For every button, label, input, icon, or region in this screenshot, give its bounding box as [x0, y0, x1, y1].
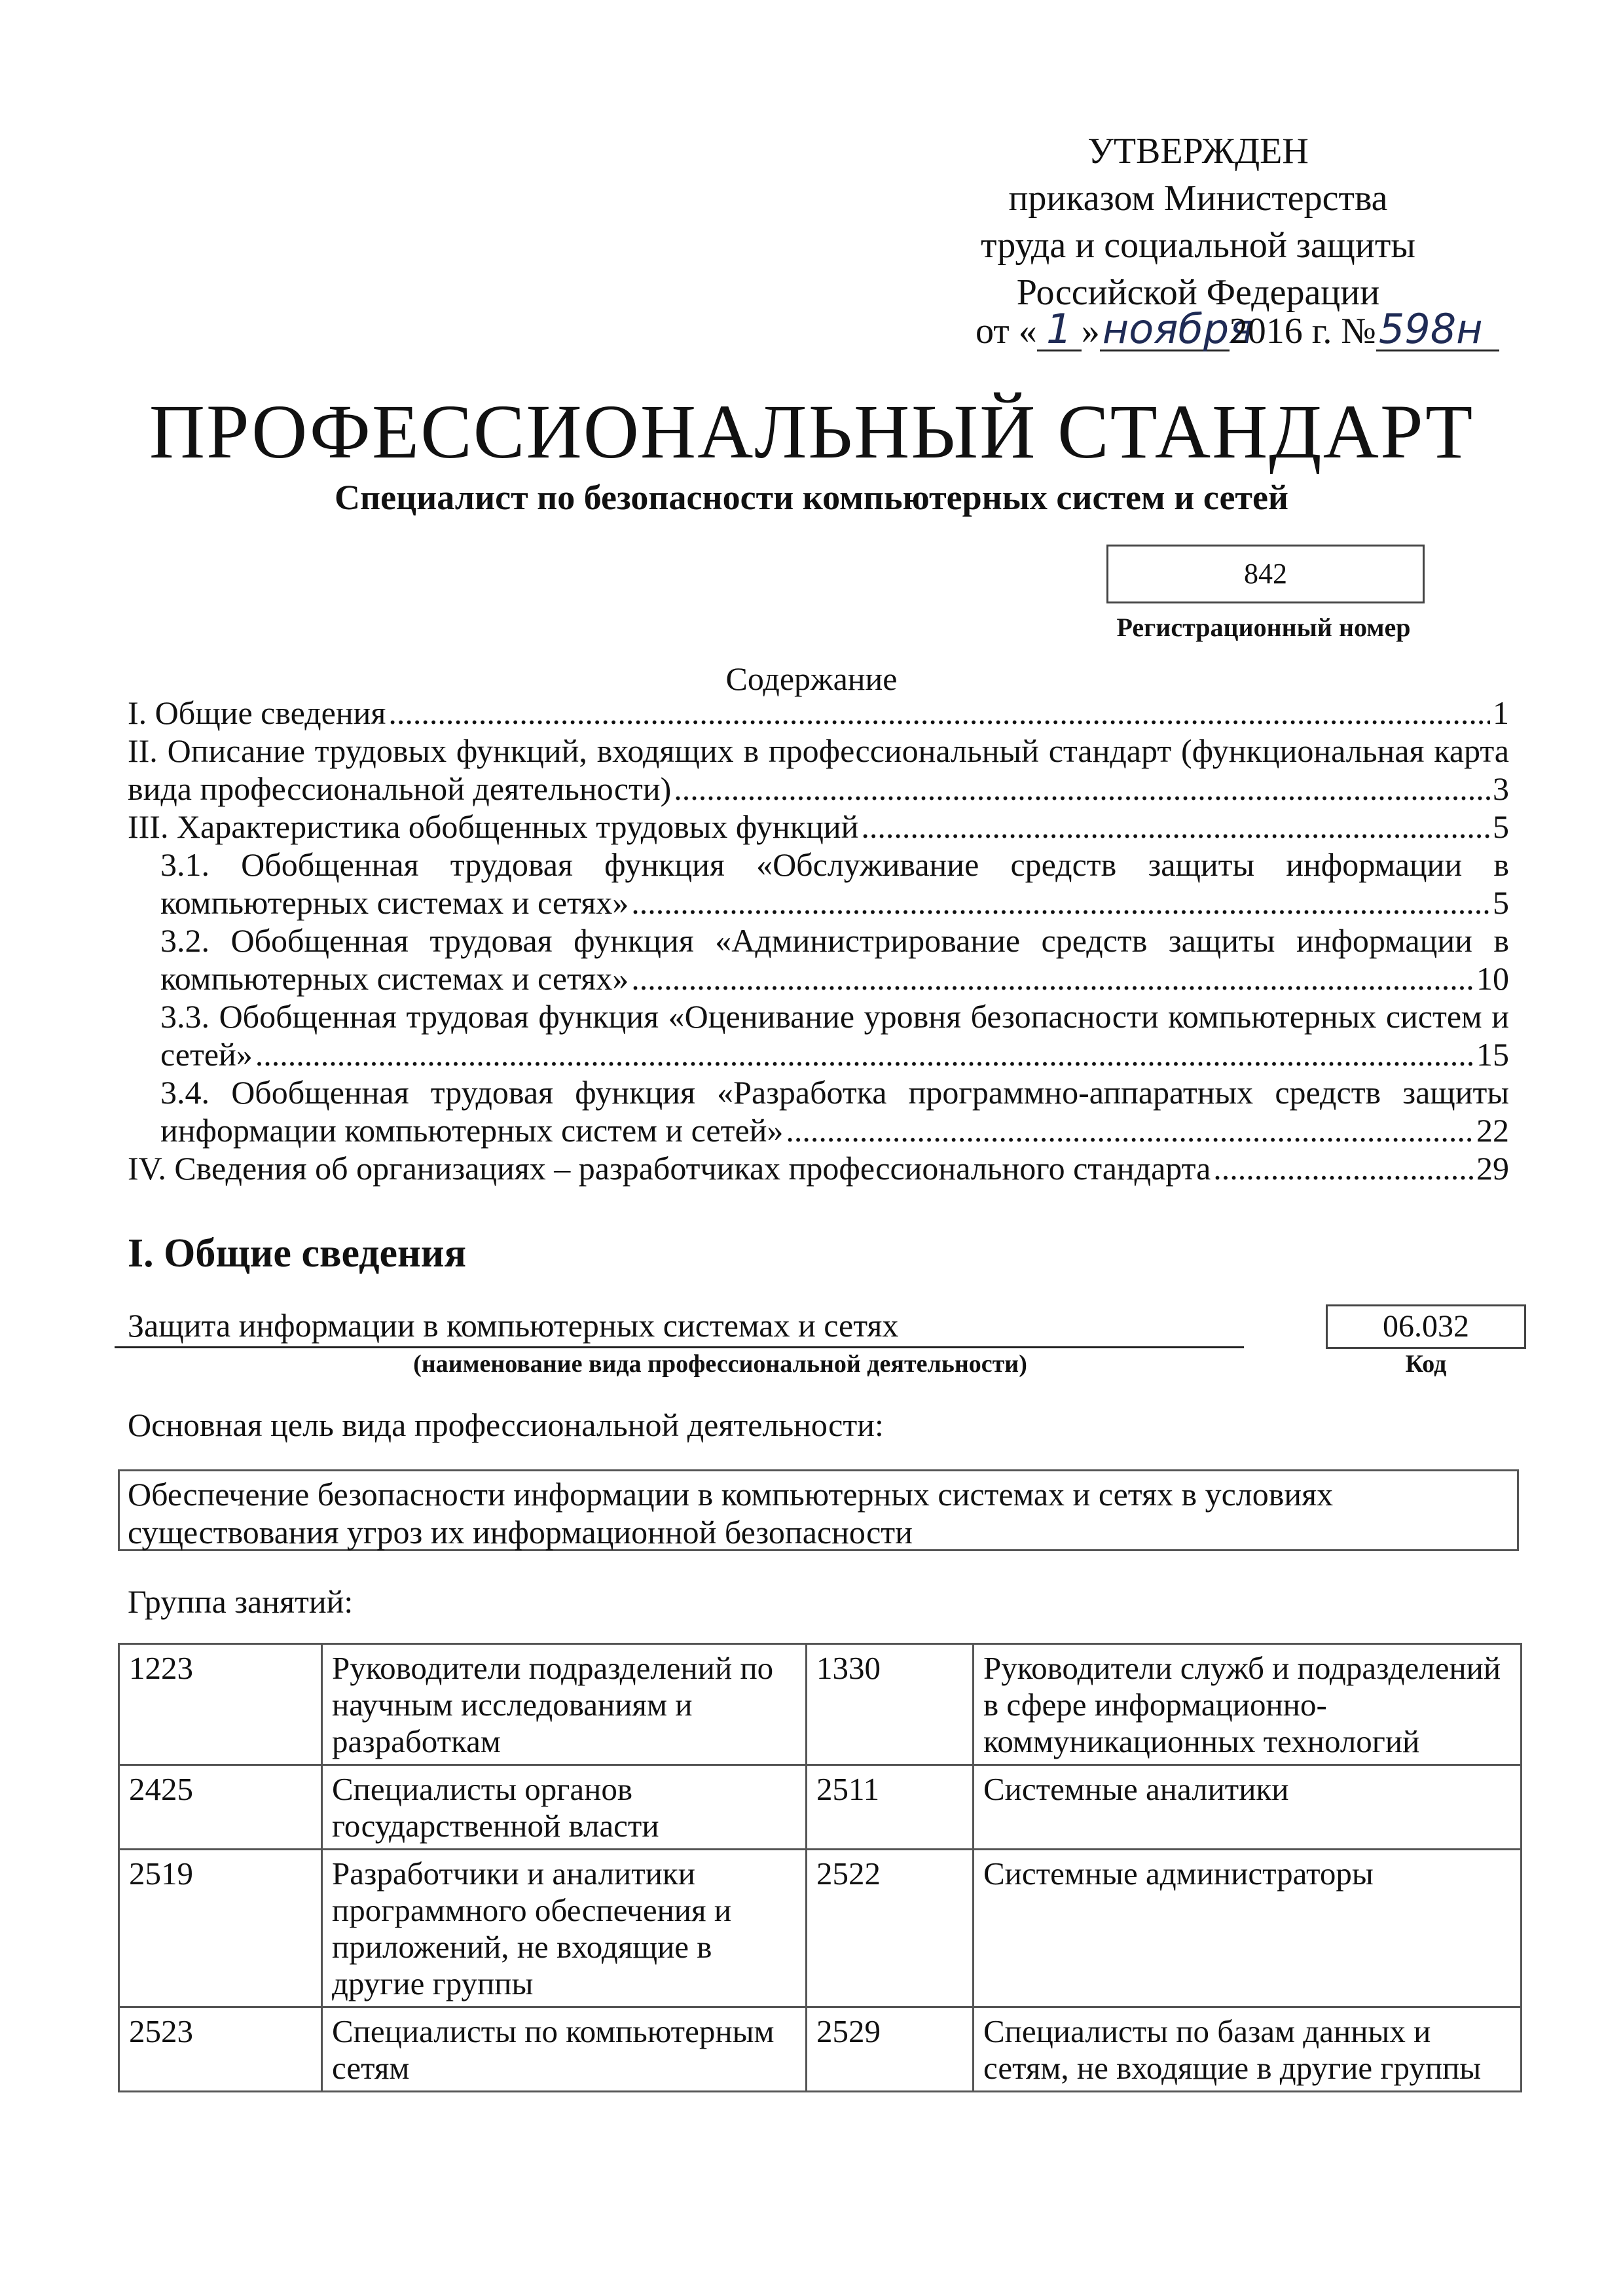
goal-label: Основная цель вида профессиональной деятельности:	[128, 1407, 884, 1443]
occupation-name-cell: Системные администраторы	[974, 1850, 1522, 2007]
occupation-group-label: Группа занятий:	[128, 1583, 354, 1620]
toc-entry-text: 3.2. Обобщенная трудовая функция «Администрирование средств защиты информации в	[160, 922, 1509, 959]
toc-leader	[1213, 1149, 1474, 1187]
occupation-name-cell: Системные аналитики	[974, 1765, 1522, 1850]
table-row	[119, 1644, 1522, 1765]
occupation-code-cell: 1223	[119, 1644, 322, 1765]
toc-entry-text: сетей»	[160, 1036, 253, 1073]
toc-entry[interactable]	[128, 922, 1509, 997]
approval-line: труда и социальной защиты	[981, 225, 1415, 266]
toc-leader	[388, 694, 1490, 732]
toc-leader	[861, 808, 1490, 846]
page-subtitle: Специалист по безопасности компьютерных систем и сетей	[334, 478, 1289, 517]
toc-page-number: 5	[1493, 808, 1509, 845]
handwritten-day: 1	[1037, 309, 1082, 351]
date-prefix: от «	[976, 311, 1037, 351]
occupation-code-cell: 2511	[807, 1765, 974, 1850]
toc-entry-text: II. Описание трудовых функций, входящих в профессиональный стандарт (функциональная карта	[128, 732, 1509, 769]
toc-page-number: 15	[1476, 1036, 1509, 1073]
occupation-group-table	[118, 1643, 1522, 2092]
occupation-name-cell: Специалисты по компьютерным сетям	[322, 2007, 807, 2092]
table-of-contents	[128, 694, 1509, 1187]
toc-entry-text: IV. Сведения об организациях – разработчиках профессионального стандарта	[128, 1150, 1211, 1187]
handwritten-order-number: 598н	[1376, 309, 1499, 351]
occupation-code-cell: 2425	[119, 1765, 322, 1850]
table-row	[119, 1850, 1522, 2007]
occupation-name-cell: Руководители подразделений по научным исследованиям и разработкам	[322, 1644, 807, 1765]
activity-name: Защита информации в компьютерных системах и сетях	[128, 1307, 899, 1344]
activity-code-label: Код	[1405, 1350, 1447, 1378]
toc-entry[interactable]	[128, 1073, 1509, 1149]
activity-underline	[115, 1346, 1244, 1348]
toc-entry-text: вида профессиональной деятельности)	[128, 770, 672, 807]
approval-line: Российской Федерации	[1016, 272, 1380, 313]
approval-block	[930, 128, 1467, 316]
toc-leader	[631, 960, 1474, 997]
occupation-code-cell: 2522	[807, 1850, 974, 2007]
section-heading: I. Общие сведения	[128, 1231, 467, 1276]
approval-line: УТВЕРЖДЕН	[1087, 131, 1309, 171]
toc-leader	[674, 770, 1490, 808]
toc-page-number: 22	[1476, 1112, 1509, 1149]
toc-page-number: 10	[1476, 960, 1509, 997]
approval-line: приказом Министерства	[1008, 178, 1388, 219]
occupation-code-cell: 2529	[807, 2007, 974, 2092]
date-mid: »	[1081, 311, 1100, 351]
toc-entry-text: 3.3. Обобщенная трудовая функция «Оценивание уровня безопасности компьютерных систем и	[160, 998, 1509, 1035]
table-row	[119, 1765, 1522, 1850]
table-row	[119, 2007, 1522, 2092]
toc-entry-text: информации компьютерных систем и сетей»	[160, 1112, 784, 1149]
occupation-name-cell: Специалисты по базам данных и сетям, не входящие в другие группы	[974, 2007, 1522, 2092]
toc-entry-text: компьютерных системах и сетях»	[160, 884, 629, 921]
toc-page-number: 29	[1476, 1150, 1509, 1187]
occupation-code-cell: 1330	[807, 1644, 974, 1765]
toc-page-number: 5	[1493, 884, 1509, 921]
toc-leader	[631, 884, 1490, 922]
page-title: ПРОФЕССИОНАЛЬНЫЙ СТАНДАРТ	[149, 389, 1474, 475]
year-text: 2016 г. №	[1229, 311, 1376, 351]
toc-entry[interactable]	[128, 732, 1509, 808]
approval-order-date	[976, 305, 1604, 355]
toc-entry-text: III. Характеристика обобщенных трудовых функций	[128, 808, 859, 845]
occupation-name-cell: Руководители служб и подразделений в сфере информационно-коммуникационных технологий	[974, 1644, 1522, 1765]
registration-number-label: Регистрационный номер	[1116, 613, 1411, 642]
toc-entry[interactable]	[128, 1149, 1509, 1187]
occupation-code-cell: 2519	[119, 1850, 322, 2007]
toc-page-number: 3	[1493, 770, 1509, 807]
toc-entry[interactable]	[128, 694, 1509, 732]
toc-entry[interactable]	[128, 846, 1509, 922]
activity-caption: (наименование вида профессиональной деятельности)	[413, 1350, 1027, 1378]
toc-title: Содержание	[725, 660, 898, 697]
toc-leader	[786, 1111, 1474, 1149]
handwritten-month: ноября	[1100, 309, 1230, 351]
toc-entry-text: I. Общие сведения	[128, 694, 386, 731]
occupation-name-cell: Разработчики и аналитики программного обеспечения и приложений, не входящие в другие группы	[322, 1850, 807, 2007]
toc-entry-text: 3.1. Обобщенная трудовая функция «Обслуживание средств защиты информации в	[160, 846, 1509, 883]
toc-entry-text: 3.4. Обобщенная трудовая функция «Разработка программно-аппаратных средств защиты	[160, 1074, 1509, 1111]
toc-leader	[255, 1035, 1474, 1073]
toc-entry[interactable]	[128, 997, 1509, 1073]
occupation-code-cell: 2523	[119, 2007, 322, 2092]
toc-page-number: 1	[1493, 694, 1509, 731]
goal-text-box: Обеспечение безопасности информации в компьютерных системах и сетях в условиях существования угроз их информационной безопасности	[118, 1469, 1519, 1551]
registration-number-box: 842	[1106, 545, 1425, 603]
toc-entry[interactable]	[128, 808, 1509, 846]
occupation-name-cell: Специалисты органов государственной власти	[322, 1765, 807, 1850]
toc-entry-text: компьютерных системах и сетях»	[160, 960, 629, 997]
activity-code-box: 06.032	[1326, 1304, 1526, 1349]
